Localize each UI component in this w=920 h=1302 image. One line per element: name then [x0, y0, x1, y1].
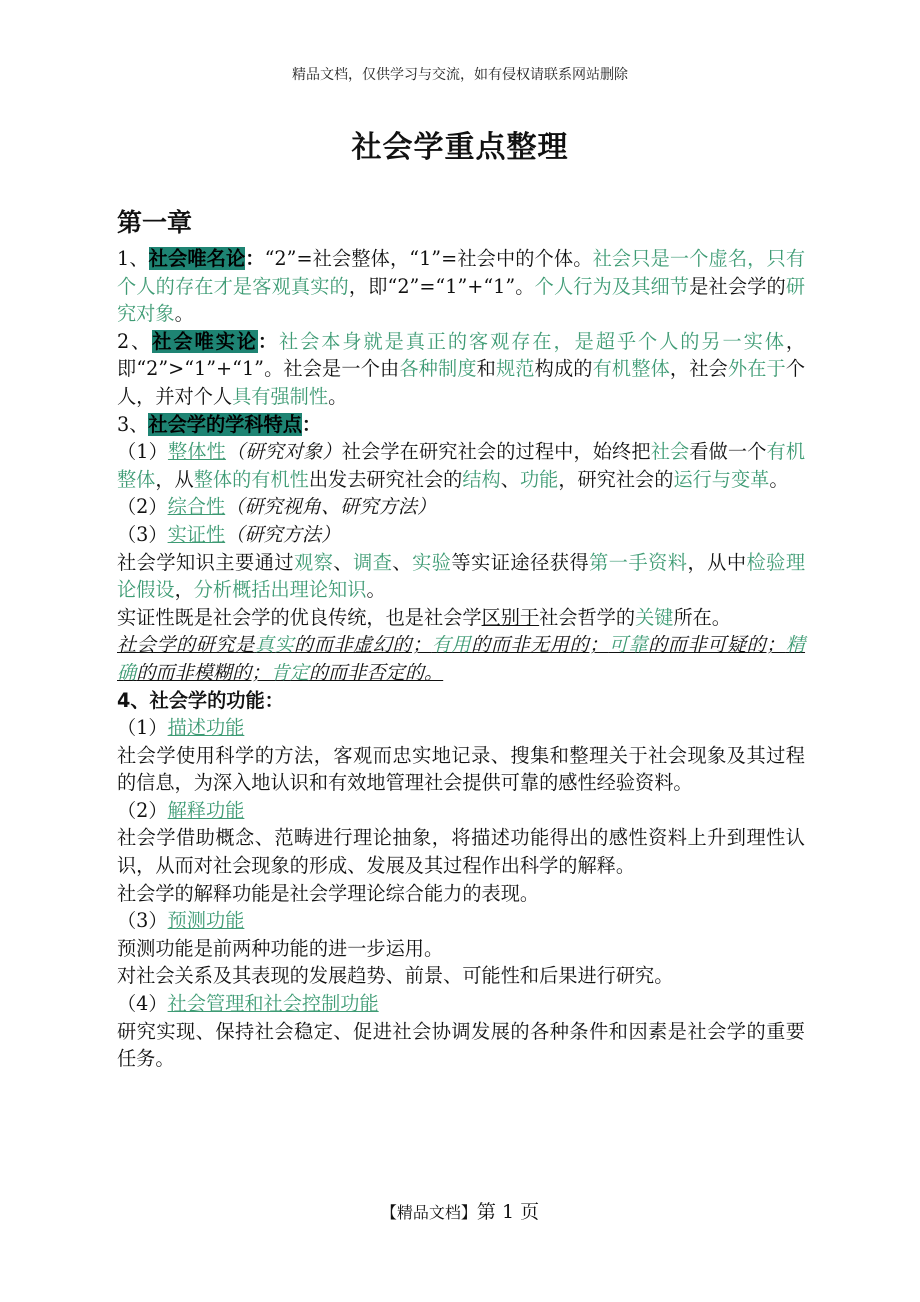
function-explain-heading: （2）解释功能: [117, 798, 245, 822]
section-characteristics-heading: 3、社会学的学科特点：: [117, 412, 322, 436]
chapter-heading: 第一章: [117, 208, 193, 237]
empiricism-tradition: 实证性既是社会学的优良传统，也是社会学区别于社会哲学的关键所在。: [117, 605, 731, 629]
empiricism-detail: 社会学知识主要通过观察、调查、实验等实证途径获得第一手资料，从中检验理论假设，分析概括出理论知识。: [117, 550, 806, 602]
page-header: 精品文档，仅供学习与交流，如有侵权请联系网站删除: [292, 67, 628, 83]
function-predict-text: 预测功能是前两种功能的进一步运用。: [117, 936, 444, 960]
footer-tag: 【精品文档】: [380, 1203, 477, 1222]
term-highlight: 社会唯实论: [152, 329, 258, 353]
function-explain-text: 社会学借助概念、范畴进行理论抽象，将描述功能得出的感性资料上升到理性认识，从而对社会现象的形成、发展及其过程作出科学的解释。: [117, 826, 805, 878]
characteristic-holism: （1）整体性（研究对象）社会学在研究社会的过程中，始终把社会看做一个有机整体，从整体的有机性出发去研究社会的结构、功能，研究社会的运行与变革。: [117, 440, 806, 491]
section-realism: 2、社会唯实论：社会本身就是真正的客观存在，是超乎个人的另一实体，即“2”>“1”+“1”。社会是一个由各种制度和规范构成的有机整体，社会外在于个人，并对个人具有强制性。: [117, 329, 806, 408]
term-highlight: 社会唯名论: [148, 247, 246, 270]
function-control-text: 研究实现、保持社会稳定、促进社会协调发展的各种条件和因素是社会学的重要任务。: [117, 1019, 805, 1071]
characteristic-synthesis: （2）综合性（研究视角、研究方法）: [117, 495, 437, 519]
function-predict-heading: （3）预测功能: [117, 909, 245, 933]
research-qualities: 社会学的研究是真实的而非虚幻的；有用的而非无用的；可靠的而非可疑的；精确的而非模糊的；肯定的而非否定的。: [117, 633, 806, 684]
page-footer: [0, 1197, 920, 1224]
function-describe-heading: （1）描述功能: [117, 716, 245, 740]
section-nominalism: 1、社会唯名论：“2”=社会整体，“1”=社会中的个体。社会只是一个虚名，只有个人的存在才是客观真实的，即“2”=“1”+“1”。个人行为及其细节是社会学的研究对象。: [117, 247, 806, 326]
document-body: [117, 245, 805, 1073]
document-title: 社会学重点整理: [351, 130, 569, 165]
function-control-heading: （4）社会管理和社会控制功能: [117, 992, 379, 1016]
functions-heading: 4、社会学的功能：: [117, 688, 284, 712]
page-number: 第 1 页: [476, 1201, 540, 1223]
function-predict-text-2: 对社会关系及其表现的发展趋势、前景、可能性和后果进行研究。: [117, 964, 674, 988]
function-describe-text: 社会学使用科学的方法，客观而忠实地记录、搜集和整理关于社会现象及其过程的信息，为深入地认识和有效地管理社会提供可靠的感性经验资料。: [117, 743, 805, 795]
characteristic-empiricism: （3）实证性（研究方法）: [117, 522, 341, 546]
term-highlight: 社会学的学科特点: [148, 412, 302, 436]
function-explain-text-2: 社会学的解释功能是社会学理论综合能力的表现。: [117, 881, 540, 905]
